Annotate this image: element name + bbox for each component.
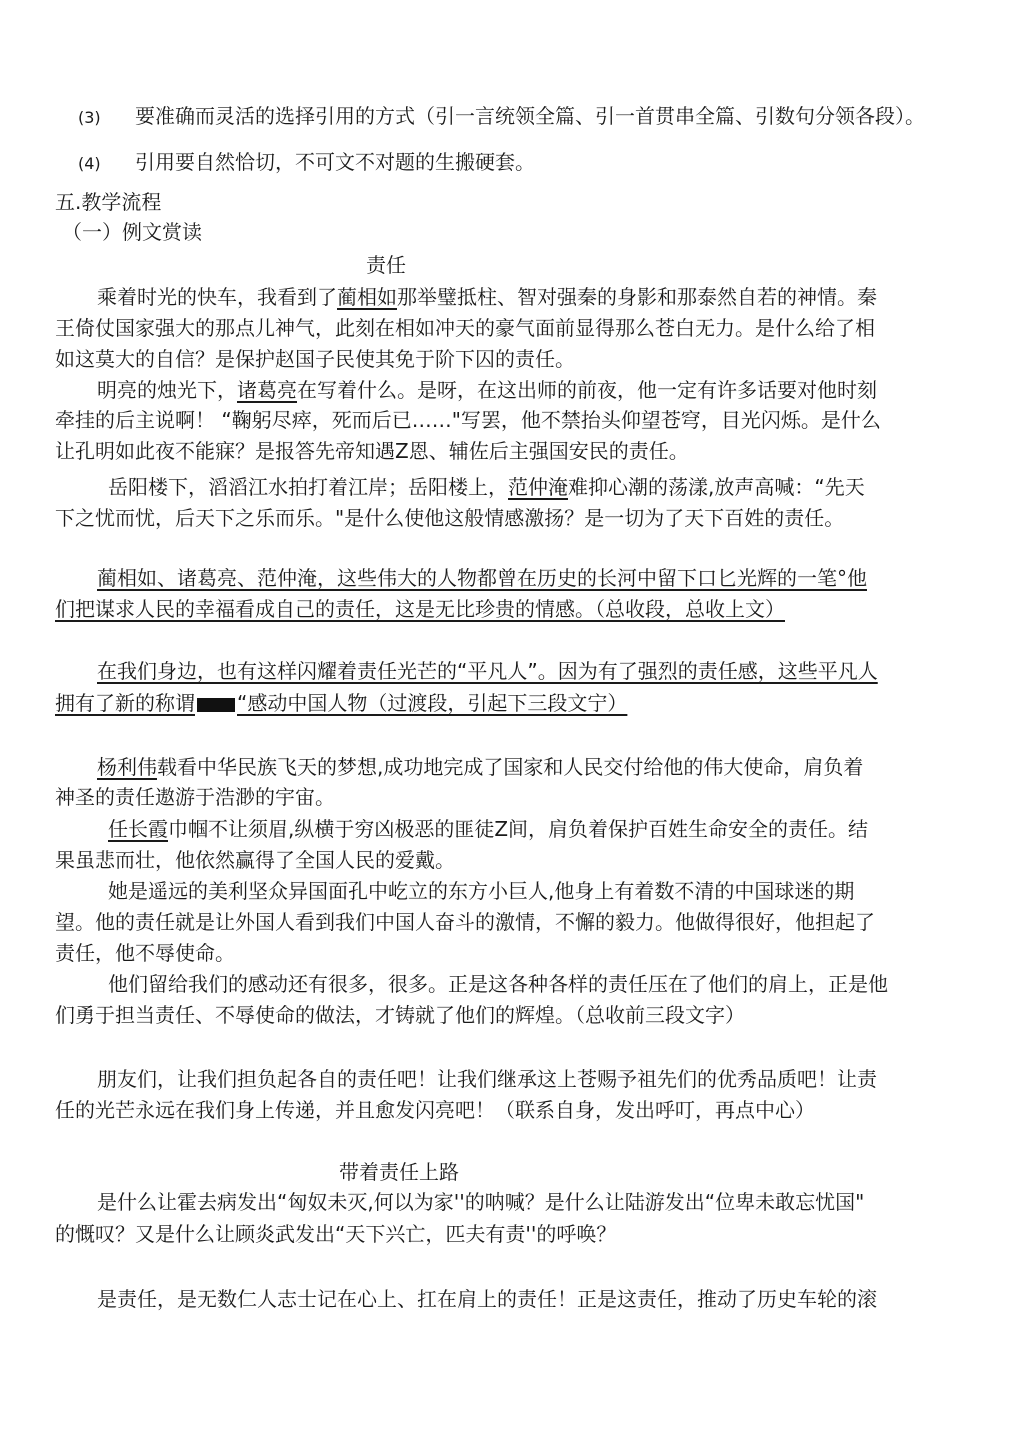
text-run: 那举璧抵柱、智对强秦的身影和那泰然自若的神情。秦 xyxy=(397,285,877,309)
person-name: 杨利伟 xyxy=(97,755,157,779)
paragraph-line: 的慨叹？又是什么让顾炎武发出“天下兴亡，匹夫有责''的呼唤？ xyxy=(55,1222,617,1246)
text-run: 在写着什么。是呀，在这出师的前夜，他一定有许多话要对他时刻 xyxy=(297,378,877,402)
requirement-number: (3) xyxy=(78,108,101,127)
paragraph-line: 下之忧而忧，后天下之乐而乐。"是什么使他这般情感激扬？是一切为了天下百姓的责任。 xyxy=(55,506,845,530)
text-run: 乘着时光的快车，我看到了 xyxy=(97,285,337,309)
paragraph-line xyxy=(97,377,877,403)
requirement-text: 要准确而灵活的选择引用的方式（引一言统领全篇、引一首贯串全篇、引数句分领各段）。 xyxy=(135,104,926,128)
requirement-item xyxy=(78,149,535,177)
text-run: 拥有了新的称谓 xyxy=(55,691,195,715)
paragraph-line: 神圣的责任遨游于浩渺的宇宙。 xyxy=(55,785,335,809)
person-name: 蔺相如 xyxy=(337,285,397,309)
essay-title: 责任 xyxy=(366,253,406,277)
requirement-text: 引用要自然恰切，不可文不对题的生搬硬套。 xyxy=(135,150,536,174)
paragraph-line xyxy=(97,754,863,780)
person-name: 诸葛亮 xyxy=(237,378,297,402)
paragraph-line: 是什么让霍去病发出“匈奴未灭,何以为家''的呐喊？是什么让陆游发出“位卑未敢忘忧国" xyxy=(97,1190,865,1214)
paragraph-line: 责任，他不辱使命。 xyxy=(55,941,235,965)
requirement-item xyxy=(78,103,925,131)
subsection-title: （一）例文赏读 xyxy=(62,220,202,244)
paragraph-line: 他们留给我们的感动还有很多，很多。正是这各种各样的责任压在了他们的肩上，正是他 xyxy=(108,972,888,996)
transition-line: 在我们身边，也有这样闪耀着责任光芒的“平凡人”。因为有了强烈的责任感，这些平凡人 xyxy=(97,659,878,683)
paragraph-line xyxy=(97,284,877,310)
text-run: 难抑心潮的荡漾,放声高喊：“先天 xyxy=(568,475,865,499)
text-run: 明亮的烛光下， xyxy=(97,378,237,402)
text-run: 岳阳楼下，滔滔江水拍打着江岸；岳阳楼上， xyxy=(108,475,508,499)
paragraph-line: 是责任，是无数仁人志士记在心上、扛在肩上的责任！正是这责任，推动了历史车轮的滚 xyxy=(97,1287,877,1311)
paragraph-line: 王倚仗国家强大的那点儿神气，此刻在相如冲天的豪气面前显得那么苍白无力。是什么给了相 xyxy=(55,316,875,340)
paragraph-line: 任的光芒永远在我们身上传递，并且愈发闪亮吧！（联系自身，发出呼叮，再点中心） xyxy=(55,1098,815,1122)
paragraph-line: 果虽悲而壮，他依然赢得了全国人民的爱戴。 xyxy=(55,848,455,872)
summary-line: 蔺相如、诸葛亮、范仲淹，这些伟大的人物都曾在历史的长河中留下口匕光辉的一笔°他 xyxy=(97,566,867,590)
transition-line xyxy=(55,690,627,716)
redaction-block xyxy=(197,698,235,712)
essay-title: 带着责任上路 xyxy=(339,1160,459,1184)
person-name: 范仲淹 xyxy=(508,475,568,499)
text-run: 巾帼不让须眉,纵横于穷凶极恶的匪徒Z间，肩负着保护百姓生命安全的责任。结 xyxy=(168,817,869,841)
requirement-number: (4) xyxy=(78,154,101,173)
paragraph-line xyxy=(108,474,865,500)
paragraph-line: 让孔明如此夜不能寐？是报答先帝知遇Z恩、辅佐后主强国安民的责任。 xyxy=(55,439,689,463)
text-run: 载看中华民族飞天的梦想,成功地完成了国家和人民交付给他的伟大使命，肩负着 xyxy=(157,755,864,779)
annotation: （总收段，总收上文） xyxy=(595,597,785,621)
person-name: 任长霞 xyxy=(108,817,168,841)
paragraph-line: 望。他的责任就是让外国人看到我们中国人奋斗的激情，不懈的毅力。他做得很好，他担起了 xyxy=(55,910,875,934)
section-title: 五.教学流程 xyxy=(55,190,162,214)
text-run: 们把谋求人民的幸福看成自己的责任，这是无比珍贵的情感。 xyxy=(55,597,595,621)
paragraph-line: 朋友们，让我们担负起各自的责任吧！让我们继承这上苍赐予祖先们的优秀品质吧！让责 xyxy=(97,1067,877,1091)
paragraph-line: 她是遥远的美利坚众异国面孔中屹立的东方小巨人,他身上有着数不清的中国球迷的期 xyxy=(108,879,855,903)
paragraph-line: 牵挂的后主说啊！ “鞠躬尽瘁，死而后已……"写罢，他不禁抬头仰望苍穹，目光闪烁。是什么 xyxy=(55,408,881,432)
summary-line xyxy=(55,596,785,622)
paragraph-line: 如这莫大的自信？是保护赵国子民使其免于阶下囚的责任。 xyxy=(55,347,575,371)
annotation: “感动中国人物（过渡段，引起下三段文宁） xyxy=(237,691,628,715)
paragraph-line: 们勇于担当责任、不辱使命的做法，才铸就了他们的辉煌。（总收前三段文字） xyxy=(55,1003,745,1027)
paragraph-line xyxy=(108,816,868,842)
